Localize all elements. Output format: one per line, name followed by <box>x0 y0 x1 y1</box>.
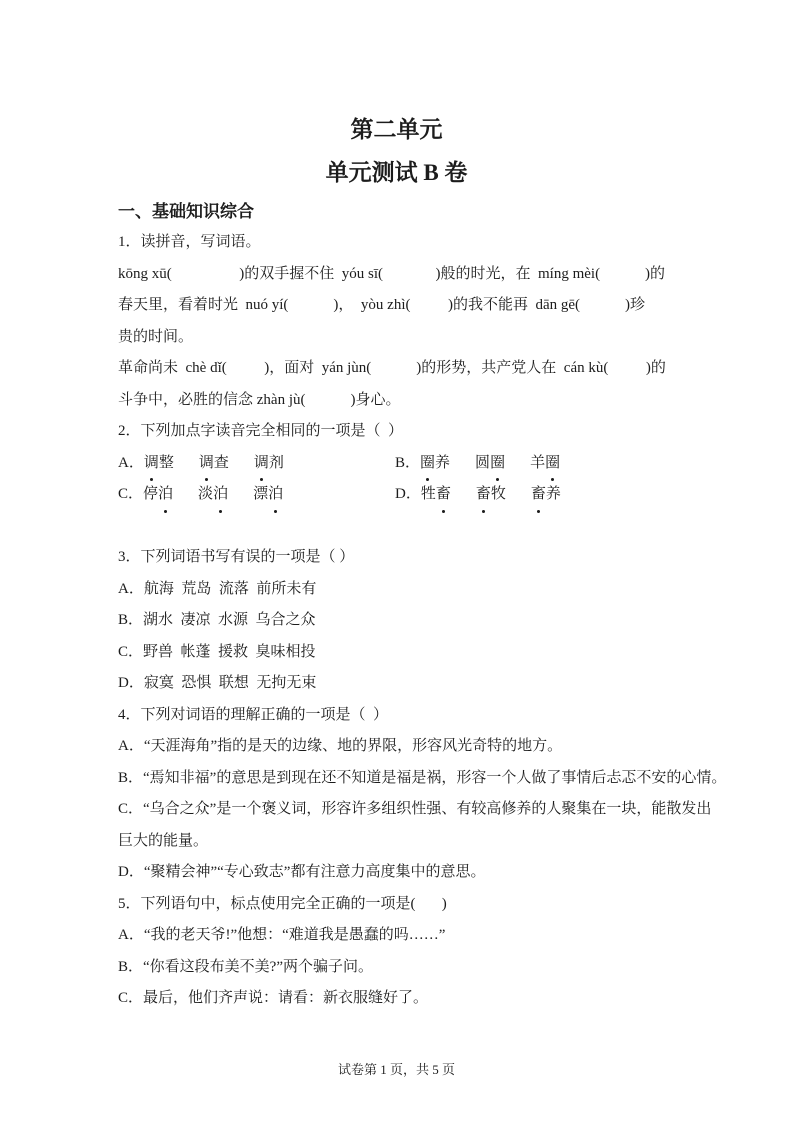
q3-option-a: A．航海 荒岛 流落 前所未有 <box>118 580 317 597</box>
q2-option-a <box>118 448 395 480</box>
q3-stem: 3．下列词语书写有误的一项是（ ） <box>118 549 355 565</box>
option-label: A． <box>118 454 144 471</box>
q1-pinyin-line-4: 革命尚未 chè dǐ( )，面对 yán jùn( )的形势，共产党人在 cán kù( )的 <box>118 360 666 376</box>
document-content <box>118 116 727 1015</box>
option-label: D． <box>395 486 421 502</box>
q5-option-c: C．最后，他们齐声说：请看：新衣服缝好了。 <box>118 990 429 1006</box>
emphasized-word: 停泊 <box>143 479 173 511</box>
q2-option-b <box>395 448 675 480</box>
emphasized-word: 圈养 <box>420 448 450 480</box>
emphasized-word: 调查 <box>199 448 229 480</box>
emphasized-word: 调整 <box>144 448 174 480</box>
emphasized-word: 淡泊 <box>198 479 228 511</box>
q4-option-d: D．“聚精会神”“专心致志”都有注意力高度集中的意思。 <box>118 864 486 880</box>
section-heading: 一、基础知识综合 <box>118 202 254 221</box>
q3-option-b: B．湖水 凄凉 水源 乌合之众 <box>118 612 316 628</box>
q5-option-a: A．“我的老天爷!”他想：“难道我是愚蠢的吗……” <box>118 927 446 943</box>
q4-option-c-line-2: 巨大的能量。 <box>118 832 209 849</box>
q1-pinyin-line-5: 斗争中，必胜的信念 zhàn jù( )身心。 <box>118 391 401 408</box>
emphasized-word: 牲畜 <box>421 479 451 511</box>
emphasized-word: 畜养 <box>531 479 561 511</box>
q1-pinyin-line-3: 贵的时间。 <box>118 328 194 345</box>
q4-option-b: B．“焉知非福”的意思是到现在还不知道是福是祸，形容一个人做了事情后忐忑不安的心情。 <box>118 769 727 786</box>
q4-option-a: A．“天涯海角”指的是天的边缘、地的界限，形容风光奇特的地方。 <box>118 738 563 754</box>
page-footer: 试卷第 1 页，共 5 页 <box>337 1062 455 1077</box>
emphasized-word: 漂泊 <box>253 479 283 511</box>
emphasized-word: 畜牧 <box>476 479 506 511</box>
q5-option-b: B．“你看这段布美不美?”两个骗子问。 <box>118 958 373 975</box>
emphasized-word: 羊圈 <box>530 448 560 480</box>
blank-line-spacer <box>118 511 675 543</box>
unit-title: 第二单元 <box>350 117 443 142</box>
paper-title: 单元测试 B 卷 <box>325 160 468 185</box>
q2-stem: 2．下列加点字读音完全相同的一项是（ ） <box>118 423 404 439</box>
q3-option-c: C．野兽 帐蓬 援救 臭味相投 <box>118 643 316 660</box>
q5-stem: 5．下列语句中，标点使用完全正确的一项是( ) <box>118 895 447 912</box>
q2-option-d <box>395 479 675 511</box>
q1-stem: 1．读拼音，写词语。 <box>118 234 261 250</box>
q4-option-c-line-1: C．“乌合之众”是一个褒义词，形容许多组织性强、有较高修养的人聚集在一块，能散发出 <box>118 801 712 817</box>
q1-pinyin-line-1: kōng xū( )的双手握不住 yóu sī( )般的时光，在 míng mèi( )的 <box>118 265 666 282</box>
q2-options <box>118 448 675 511</box>
option-label: C． <box>118 486 144 502</box>
q2-option-c <box>118 479 395 511</box>
emphasized-word: 调剂 <box>254 448 284 480</box>
q1-pinyin-line-2: 春天里，看着时光 nuó yí( )， yòu zhì( )的我不能再 dān gē( )珍 <box>118 297 646 313</box>
option-label: B． <box>395 454 421 471</box>
q3-option-d: D．寂寞 恐惧 联想 无拘无束 <box>118 675 317 691</box>
q4-stem: 4．下列对词语的理解正确的一项是（ ） <box>118 706 389 723</box>
emphasized-word: 圆圈 <box>475 448 505 480</box>
